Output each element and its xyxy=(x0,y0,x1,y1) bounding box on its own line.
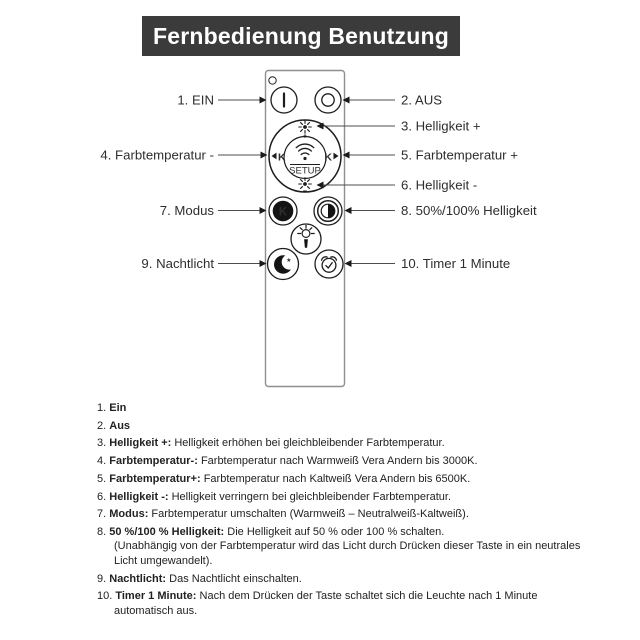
legend-item-2: 2. Aus xyxy=(97,419,131,432)
power-off-button xyxy=(315,87,341,113)
wifi-dot xyxy=(303,157,306,160)
svg-text:K: K xyxy=(278,151,286,164)
power-on-button xyxy=(271,87,297,113)
legend-item-7: 7. Modus: Farbtemperatur umschalten (Warmweiß – Neutralweiß-Kaltweiß). xyxy=(97,508,469,521)
legend-list xyxy=(97,401,583,622)
legend-item-1: 1. Ein xyxy=(97,402,127,414)
mode-button xyxy=(269,197,297,225)
callout-aus: 2. AUS xyxy=(401,92,443,108)
setup-label: SETUP xyxy=(289,165,321,177)
star-icon: ★ xyxy=(286,257,292,264)
legend-item-3: 3. Helligkeit +: Helligkeit erhöhen bei gleichbleibender Farbtemperatur. xyxy=(97,437,445,450)
legend-item-6: 6. Helligkeit -: Helligkeit verringern bei gleichbleibender Farbtemperatur. xyxy=(97,490,452,503)
callout-helligkeit-minus: 6. Helligkeit - xyxy=(401,177,478,193)
page-title: Fernbedienung Benutzung xyxy=(153,22,449,49)
legend-item-10: 10. Timer 1 Minute: Nach dem Drücken der Taste schaltet sich die Leuchte nach 1 Minute automatisch aus. xyxy=(97,590,538,617)
control-ring xyxy=(269,120,341,192)
callout-nachtlicht: 9. Nachtlicht xyxy=(141,256,214,271)
callout-ein: 1. EIN xyxy=(177,92,214,108)
night-light-button xyxy=(268,249,299,280)
mode-k-label: K xyxy=(278,206,288,219)
callout-half-brightness: 8. 50%/100% Helligkeit xyxy=(401,203,537,218)
timer-button xyxy=(315,250,343,278)
legend-item-4: 4. Farbtemperatur-: Farbtemperatur nach Warmweiß Vera Andern bis 3000K. xyxy=(97,455,478,468)
callout-timer: 10. Timer 1 Minute xyxy=(401,256,511,271)
legend-item-9: 9. Nachtlicht: Das Nachtlicht einschalten. xyxy=(97,572,302,585)
svg-text:K: K xyxy=(324,151,332,164)
callout-helligkeit-plus: 3. Helligkeit + xyxy=(401,118,481,134)
callout-farbtemperatur-minus: 4. Farbtemperatur - xyxy=(100,147,214,163)
callout-farbtemperatur-plus: 5. Farbtemperatur + xyxy=(401,147,518,163)
legend-item-8-note: (Unabhängig von der Farbtemperatur wird das Licht durch Drücken dieser Taste in ein neutrales Licht umgewandelt). xyxy=(114,540,581,567)
legend-item-8: 8. 50 %/100 % Helligkeit: Die Helligkeit auf 50 % oder 100 % schalten. (Unabhängig von der Farbtemperatur wird das Licht durch Drücken dieser Taste in ein neutrales Licht umgewandelt). xyxy=(97,525,583,569)
legend-item-5: 5. Farbtemperatur+: Farbtemperatur nach Kaltweiß Vera Andern bis 6500K. xyxy=(97,472,471,485)
half-brightness-button xyxy=(314,197,342,225)
lamp-button xyxy=(291,224,321,254)
callout-modus: 7. Modus xyxy=(159,203,214,218)
